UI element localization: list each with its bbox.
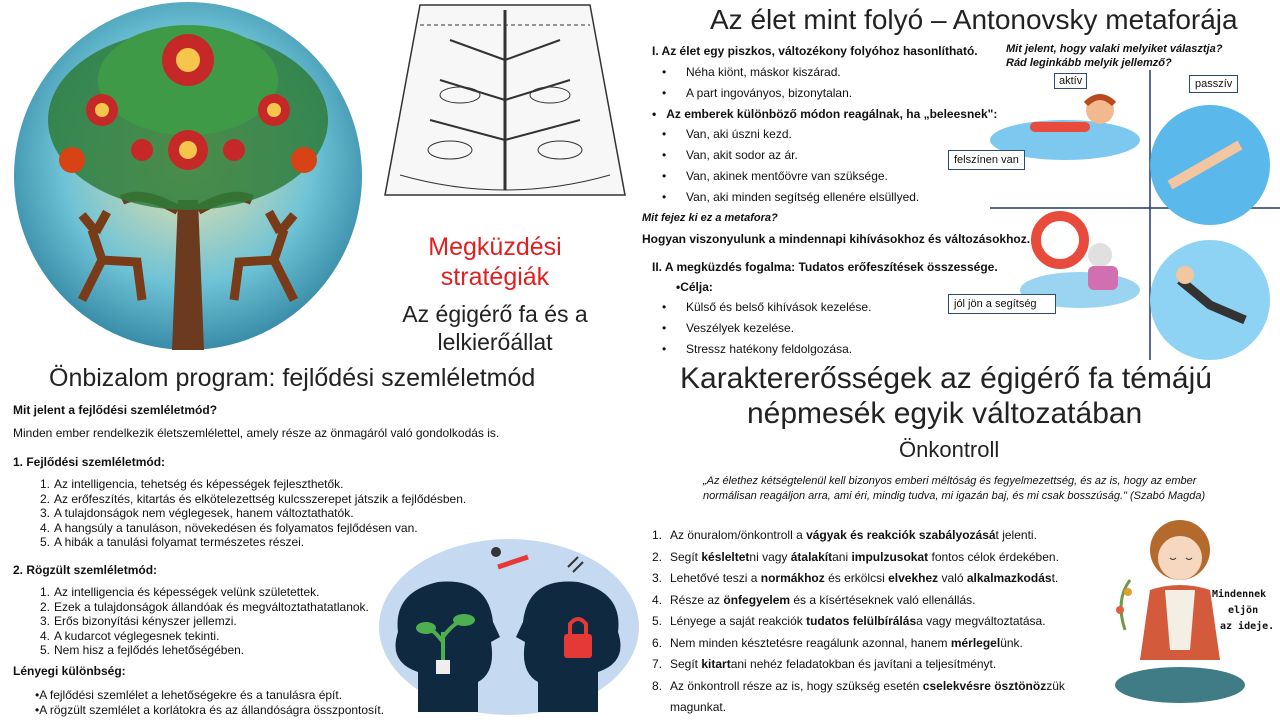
- list-item: 2. Segít késleltetni vagy átalakítani impulzusokat fontos célok érdekében.: [651, 549, 1059, 564]
- list-item: 1. Az önuralom/önkontroll a vágyak és reakciók szabályozását jelenti.: [651, 528, 1037, 542]
- goal-label: •Célja:: [676, 280, 713, 294]
- list-item: • Néha kiönt, máskor kiszárad.: [652, 65, 852, 86]
- list-item: 4. Része az önfegyelem és a kísértéseknek való ellenállás.: [651, 592, 976, 607]
- quote-line-1: „Az élethez kétségtelenül kell bizonyos emberi méltóság és fegyelmezettség, és az is, hogy az ember: [703, 475, 1197, 487]
- list-item: 4. A hangsúly a tanuláson, növekedésen és folyamatos fejlődésen van.: [39, 520, 418, 535]
- river-h2: • Az emberek különböző módon reagálnak, ha „beleesnek":: [652, 107, 998, 121]
- list-item: 5. Nem hisz a fejlődés lehetőségében.: [39, 643, 245, 657]
- river-title: Az élet mint folyó – Antonovsky metaforája: [710, 4, 1238, 35]
- character-title-2: népmesék egyik változatában: [747, 397, 1143, 430]
- selfcontrol-subtitle: Önkontroll: [899, 437, 1000, 462]
- list-item: 5. Lényege a saját reakciók tudatos felülbírálása vagy megváltoztatása.: [651, 614, 1046, 628]
- mindset-heads-illustration: [378, 522, 640, 717]
- river-list2: [652, 127, 919, 211]
- list-item: 3. A tulajdonságok nem véglegesek, hanem változtathatók.: [39, 506, 354, 520]
- coping-h: II. A megküzdés fogalma: Tudatos erőfeszítések összessége.: [652, 260, 998, 274]
- difference-h: Lényegi különbség:: [13, 664, 126, 678]
- list-item: 5. A hibák a tanulási folyamat természetes részei.: [39, 535, 305, 549]
- red-title: Megküzdési stratégiák: [428, 233, 562, 291]
- swimmer-quadrants: [990, 70, 1280, 362]
- label-passive: passzív: [1189, 75, 1238, 93]
- label-surface: felszínen van: [948, 150, 1025, 170]
- growth-list2: [30, 585, 369, 658]
- sign-line-3: az ideje.: [1220, 621, 1275, 632]
- metaphor-question: Mit fejez ki ez a metafora?: [642, 212, 778, 224]
- list-item: magunkat.: [670, 700, 727, 714]
- growth-intro: Minden ember rendelkezik életszemlélettel, amely része az önmagáról való gondolkodás is.: [13, 426, 500, 440]
- list-item: 3. Lehetővé teszi a normákhoz és erkölcsi elvekhez való alkalmazkodást.: [651, 571, 1059, 585]
- sign-line-1: Mindennek: [1212, 589, 1267, 600]
- list-item: 1. Az intelligencia, tehetség és képességek fejleszthetők.: [39, 477, 344, 491]
- list-item: 8. Az önkontroll része az is, hogy szükség esetén cselekvésre ösztönözzük: [651, 678, 1065, 693]
- list-item: 1. Az intelligencia és képességek velünk születettek.: [39, 585, 320, 599]
- list-item: • Külső és belső kihívások kezelése.: [652, 300, 871, 321]
- carved-horn-drawing: [380, 0, 630, 200]
- sign-line-2: eljön: [1228, 605, 1259, 616]
- list-item: • Van, akinek mentőövre van szüksége.: [652, 169, 919, 190]
- list-item: 7. Segít kitartani nehéz feladatokban és javítani a teljesítményt.: [651, 657, 997, 671]
- label-help: jól jön a segítség: [948, 294, 1056, 314]
- growth-h1: 1. Fejlődési szemléletmód:: [13, 455, 166, 469]
- list-item: 6. Nem minden késztetésre reagálunk azonnal, hanem mérlegelünk.: [651, 635, 1023, 650]
- list-item: • Van, akit sodor az ár.: [652, 148, 919, 169]
- choice-question: Mit jelent, hogy valaki melyiket választja?: [1006, 43, 1223, 55]
- label-active: aktív: [1054, 73, 1087, 89]
- list-item: 2. Az erőfeszítés, kitartás és elkötelezettség kulcsszerepet játszik a fejlődésben.: [39, 491, 467, 506]
- tree-title: Az égigérő fa és a lelkierőállat: [402, 301, 588, 355]
- river-h1: I. Az élet egy piszkos, változékony folyóhoz hasonlítható.: [652, 44, 978, 58]
- list-item: 2. Ezek a tulajdonságok állandóak és megváltoztathatatlanok.: [39, 599, 369, 614]
- growth-question: Mit jelent a fejlődési szemléletmód?: [13, 403, 218, 417]
- growth-h2: 2. Rögzült szemléletmód:: [13, 563, 158, 577]
- selfcontrol-list: [642, 528, 1065, 722]
- folk-tree-painting: [12, 0, 364, 355]
- list-item: • Stressz hatékony feldolgozása.: [652, 342, 871, 363]
- trait-question: Rád leginkább melyik jellemző?: [1006, 57, 1172, 69]
- difference-2: •A rögzült szemlélet a korlátokra és az állandóságra összpontosít.: [35, 703, 385, 717]
- growth-title: Önbizalom program: fejlődési szemléletmód: [49, 364, 536, 392]
- list-item: • Van, aki úszni kezd.: [652, 127, 919, 148]
- list-item: • A part ingoványos, bizonytalan.: [652, 86, 852, 107]
- list-item: • Veszélyek kezelése.: [652, 321, 871, 342]
- character-title-1: Karaktererősségek az égigérő fa témájú: [680, 362, 1212, 395]
- list-item: 3. Erős bizonyítási kényszer jellemzi.: [39, 614, 237, 628]
- list-item: • Van, aki minden segítség ellenére elsüllyed.: [652, 190, 919, 211]
- river-list1: [652, 65, 852, 107]
- goal-list: [652, 300, 871, 363]
- list-item: 4. A kudarcot véglegesnek tekinti.: [39, 628, 220, 643]
- difference-1: •A fejlődési szemlélet a lehetőségekre és a tanulásra épít.: [35, 688, 343, 702]
- metaphor-answer: Hogyan viszonyulunk a mindennapi kihívásokhoz és változásokhoz.: [642, 232, 1031, 246]
- quote-line-2: normálisan reagáljon arra, ami éri, mindig tudva, mi igazán baj, és mi csak bosszúság." (Szabó Magda): [703, 490, 1206, 502]
